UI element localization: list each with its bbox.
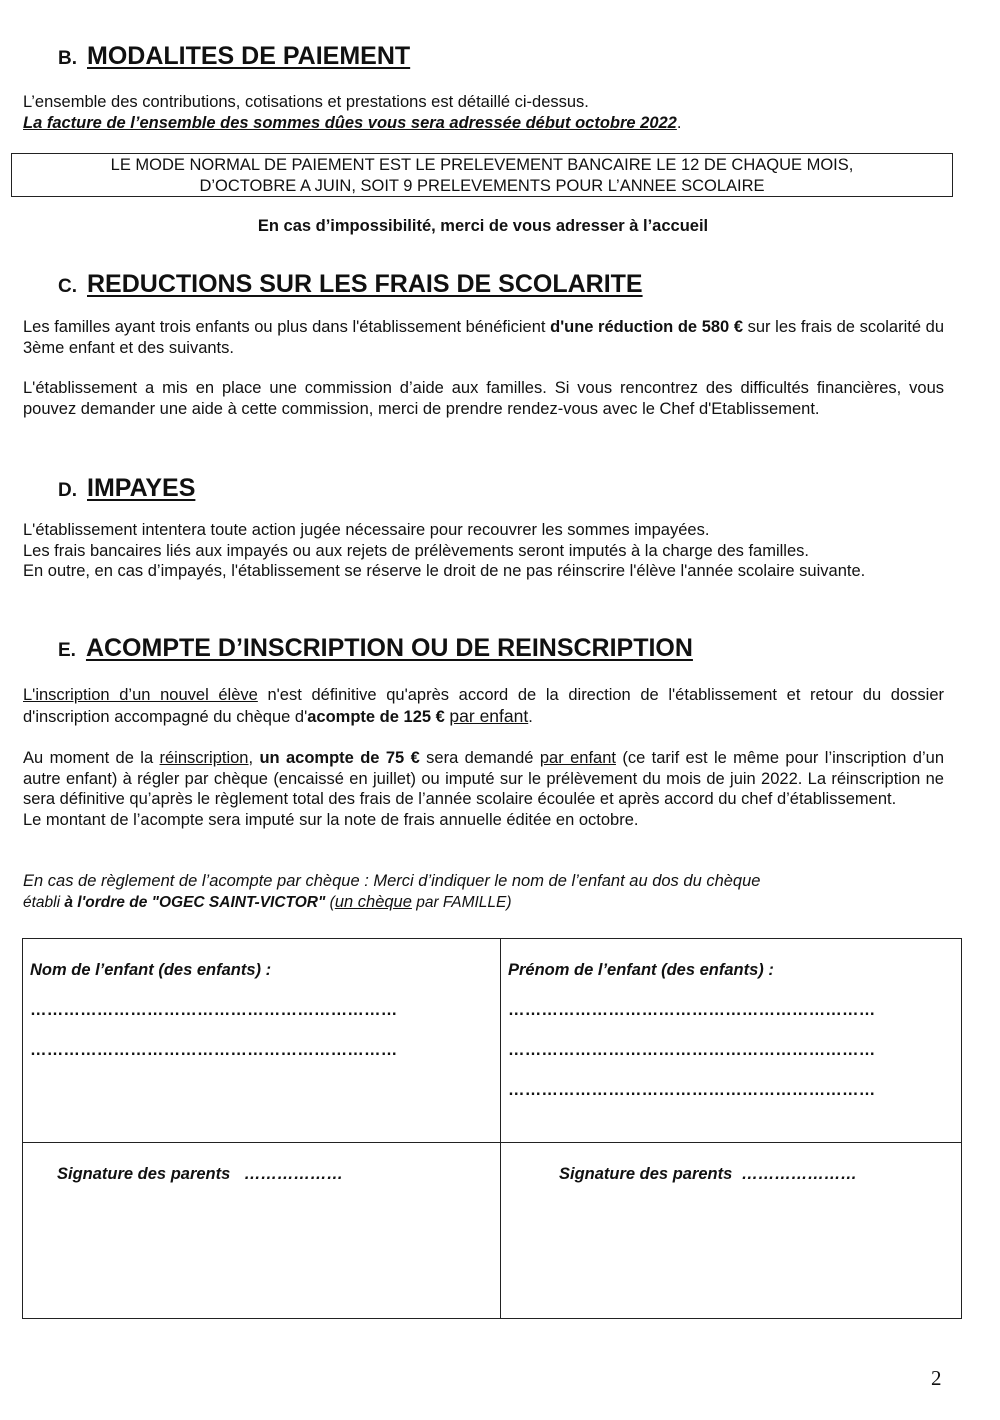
section-c-letter: C. <box>58 276 77 297</box>
section-e-para3: Le montant de l’acompte sera imputé sur la note de frais annuelle éditée en octobre. <box>23 810 639 829</box>
section-e-para1: L'inscription d’un nouvel élève n'est définitive qu'après accord de la direction de l'établissement et retour du dossier d'inscription accompagné du chèque d'acompte de 125 € par enfant. <box>23 686 945 726</box>
invoice-notice: La facture de l’ensemble des sommes dûes vous sera adressée début octobre 2022 <box>23 113 677 132</box>
section-d-line1: L'établissement intentera toute action jugée nécessaire pour recouvrer les sommes impayées. <box>23 521 710 539</box>
signature-right-field[interactable]: ………………… <box>741 1165 857 1183</box>
section-b-title: MODALITES DE PAIEMENT <box>87 42 411 70</box>
signature-right <box>559 1165 857 1184</box>
payment-mode-line2: D’OCTOBRE A JUIN, SOIT 9 PRELEVEMENTS POUR L’ANNEE SCOLAIRE <box>199 176 765 195</box>
section-e-letter: E. <box>58 640 76 661</box>
prenom-field-1[interactable]: ………………………………………………………… <box>508 1001 876 1019</box>
cheque-note-line1: En cas de règlement de l’acompte par chèque : Merci d’indiquer le nom de l’enfant au dos du chèque <box>23 872 761 890</box>
section-e-title: ACOMPTE D’INSCRIPTION OU DE REINSCRIPTION <box>85 634 693 662</box>
cheque-note-line2: établi à l'ordre de "OGEC SAINT-VICTOR" (un chèque par FAMILLE) <box>23 892 512 911</box>
section-c-para2: L'établissement a mis en place une commission d’aide aux familles. Si vous rencontrez des difficultés financières, vous pouvez demander une aide à cette commission, merci de prendre rendez-vous avec le Chef d'Etablissement. <box>23 379 944 418</box>
prenom-field-2[interactable]: ………………………………………………………… <box>508 1041 876 1059</box>
nom-label: Nom de l’enfant (des enfants) : <box>30 961 272 979</box>
nom-field-1[interactable]: ………………………………………………………… <box>30 1001 398 1019</box>
cheque-payee: à l'ordre de "OGEC SAINT-VICTOR" <box>64 893 326 911</box>
page-number: 2 <box>931 1366 942 1390</box>
section-b-heading <box>58 42 410 71</box>
signature-left-field[interactable]: ……………… <box>244 1165 344 1183</box>
signature-left <box>57 1165 343 1184</box>
section-e-para2: Au moment de la réinscription, un acompte de 75 € sera demandé par enfant (ce tarif est le même pour l’inscription d’un autre enfant) à régler par chèque (encaissé en juillet) ou imputé sur le prélèvement du mois de juin 2022. La réinscription ne sera définitive qu’après le règlement total des frais de l’année scolaire écoulée et après accord du chef d’établissement. Le montant de l’acompte sera imputé sur la note de frais annuelle éditée en octobre. <box>23 749 944 829</box>
section-d-line2: Les frais bancaires liés aux impayés ou aux rejets de prélèvements seront imputés à la charge des familles. <box>23 541 809 560</box>
payment-mode-line1: LE MODE NORMAL DE PAIEMENT EST LE PRELEVEMENT BANCAIRE LE 12 DE CHAQUE MOIS, <box>110 156 854 174</box>
cheque-instructions <box>23 871 944 913</box>
section-b-text <box>23 92 944 133</box>
section-b-line2: La facture de l’ensemble des sommes dûes vous sera adressée début octobre 2022. <box>23 113 682 132</box>
reinscription-deposit: un acompte de 75 € <box>259 749 420 767</box>
section-d-text <box>23 520 944 582</box>
section-b-line1: L’ensemble des contributions, cotisations et prestations est détaillé ci-dessus. <box>23 93 589 111</box>
table-divider-horizontal <box>23 1142 961 1143</box>
section-d-letter: D. <box>58 480 77 501</box>
payment-mode-box <box>11 153 953 197</box>
section-c-title: REDUCTIONS SUR LES FRAIS DE SCOLARITE <box>87 270 643 298</box>
table-divider-vertical <box>500 939 501 1318</box>
section-e-heading <box>58 634 693 663</box>
reduction-amount: d'une réduction de 580 € <box>550 318 744 336</box>
section-c-para1: Les familles ayant trois enfants ou plus dans l'établissement bénéficient d'une réduction de 580 € sur les frais de scolarité du 3ème enfant et des suivants. <box>23 318 944 357</box>
prenom-field-3[interactable]: ………………………………………………………… <box>508 1081 876 1099</box>
nom-field-2[interactable]: ………………………………………………………… <box>30 1041 398 1059</box>
section-d-heading <box>58 474 195 503</box>
reception-note: En cas d’impossibilité, merci de vous adresser à l’accueil <box>257 217 709 235</box>
signature-right-label: Signature des parents <box>559 1165 733 1183</box>
section-d-title: IMPAYES <box>87 474 196 502</box>
prenom-label: Prénom de l’enfant (des enfants) : <box>508 961 774 979</box>
new-student-deposit: acompte de 125 € <box>307 707 445 726</box>
signature-left-label: Signature des parents <box>57 1165 231 1183</box>
section-d-line3: En outre, en cas d’impayés, l'établissement se réserve le droit de ne pas réinscrire l'élève l'année scolaire suivante. <box>23 562 866 580</box>
child-info-form <box>22 938 962 1319</box>
section-c-heading <box>58 270 643 299</box>
section-b-letter: B. <box>58 48 77 69</box>
